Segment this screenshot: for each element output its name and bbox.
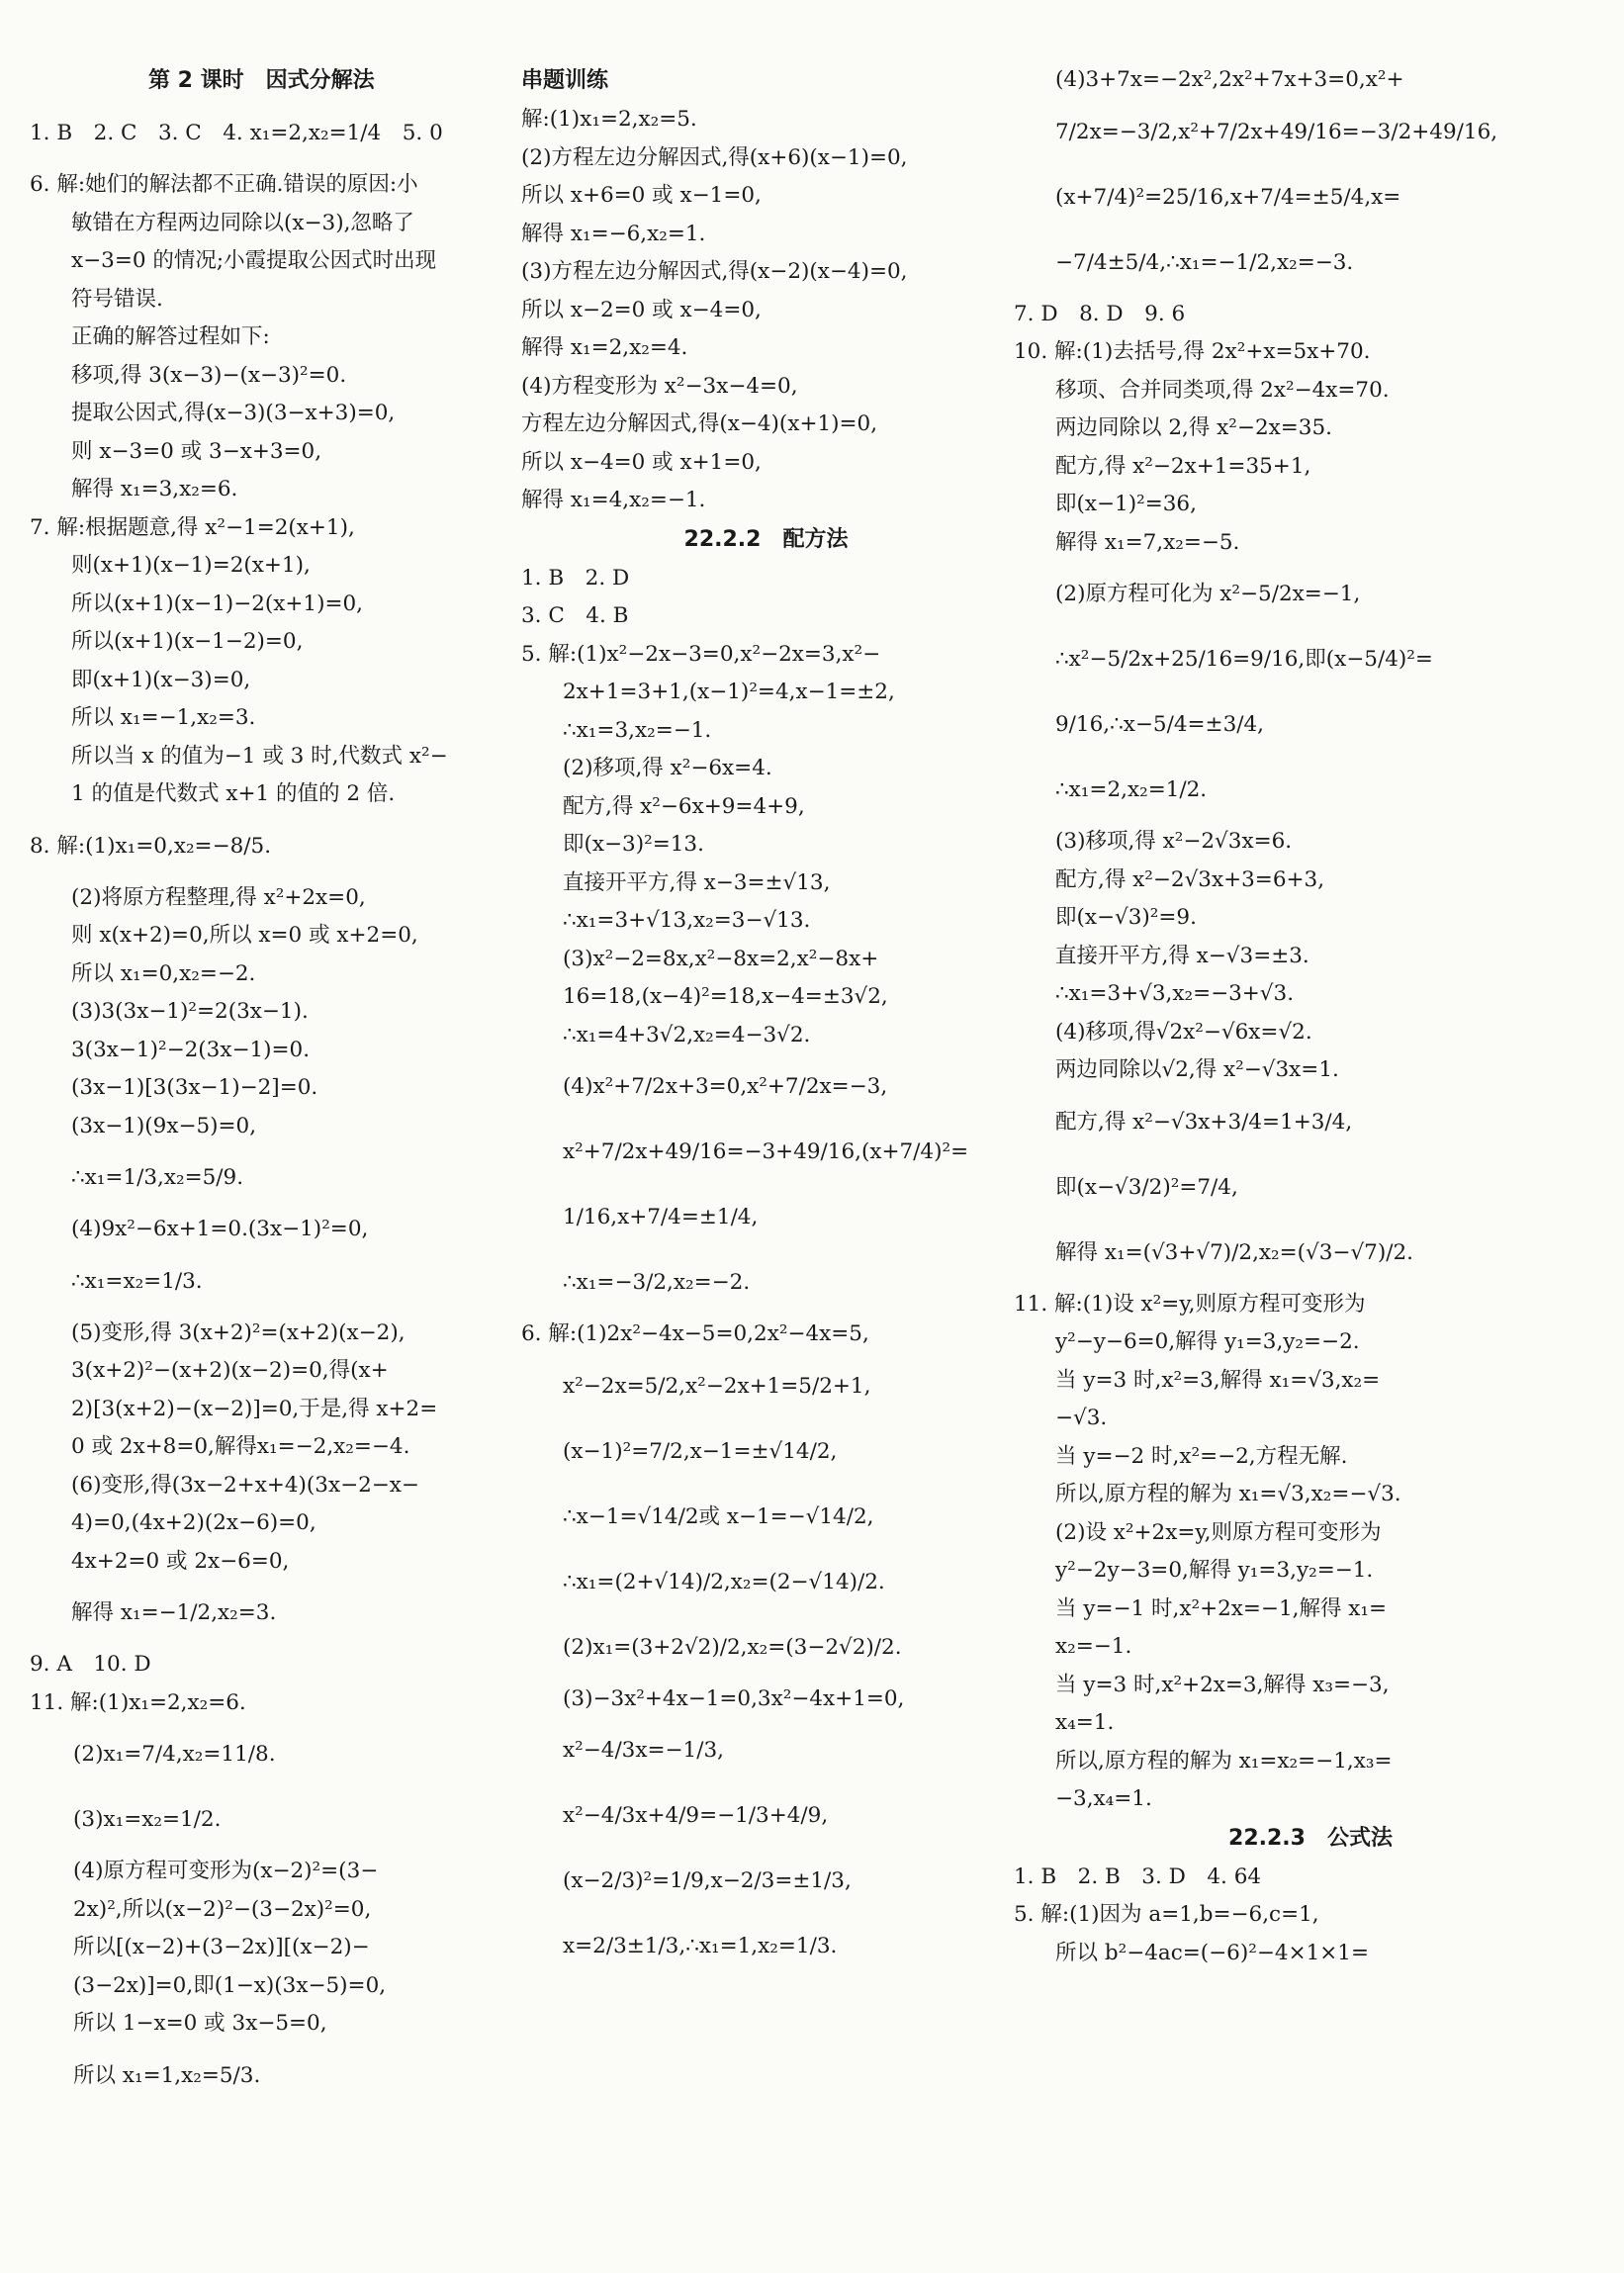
answer-line: (3)x²−2=8x,x²−8x=2,x²−8x+: [563, 946, 879, 971]
answer-line: 3(3x−1)²−2(3x−1)=0.: [71, 1037, 311, 1062]
answer-line: (3)移项,得 x²−2√3x=6.: [1055, 829, 1293, 854]
answer-line: (4)x²+7/2x+3=0,x²+7/2x=−3,: [563, 1074, 888, 1099]
answer-line: 解得 x₁=(√3+√7)/2,x₂=(√3−√7)/2.: [1055, 1239, 1413, 1265]
answer-line: 5. 解:(1)x²−2x−3=0,x²−2x=3,x²−: [521, 641, 881, 667]
answer-line: (6)变形,得(3x−2+x+4)(3x−2−x−: [71, 1472, 419, 1498]
answer-line: 直接开平方,得 x−√3=±3.: [1055, 943, 1309, 968]
answer-line: 当 y=3 时,x²+2x=3,解得 x₃=−3,: [1055, 1672, 1390, 1697]
answer-line: 11. 解:(1)设 x²=y,则原方程可变形为: [1014, 1291, 1366, 1317]
answer-line: 2)[3(x+2)−(x−2)]=0,于是,得 x+2=: [71, 1396, 438, 1421]
answer-line: 移项、合并同类项,得 2x²−4x=70.: [1055, 377, 1390, 403]
answer-line: 所以 x−4=0 或 x+1=0,: [521, 449, 762, 475]
answer-line: x₂=−1.: [1055, 1634, 1132, 1659]
answer-line: x²+7/2x+49/16=−3+49/16,(x+7/4)²=: [563, 1139, 969, 1164]
answer-line: ∴x₁=x₂=1/3.: [71, 1268, 203, 1294]
answer-line: 即(x−√3)²=9.: [1055, 905, 1197, 930]
answer-line: 11. 解:(1)x₁=2,x₂=6.: [30, 1689, 246, 1715]
answer-line: 移项,得 3(x−3)−(x−3)²=0.: [71, 362, 347, 388]
col2-lines-b: [521, 560, 1011, 1980]
answer-line: 8. 解:(1)x₁=0,x₂=−8/5.: [30, 833, 272, 859]
answer-line: 配方,得 x²−√3x+3/4=1+3/4,: [1055, 1109, 1353, 1135]
answer-line: 所以(x+1)(x−1−2)=0,: [71, 629, 304, 654]
answer-line: (2)设 x²+2x=y,则原方程可变形为: [1055, 1519, 1382, 1545]
answer-line: x²−2x=5/2,x²−2x+1=5/2+1,: [563, 1373, 871, 1399]
answer-line: 方程左边分解因式,得(x−4)(x+1)=0,: [521, 411, 878, 436]
answer-line: 1. B 2. C 3. C 4. x₁=2,x₂=1/4 5. 0: [30, 121, 443, 145]
answer-line: 解得 x₁=3,x₂=6.: [71, 477, 238, 501]
answer-line: 解得 x₁=−6,x₂=1.: [521, 221, 706, 246]
answer-line: 即(x−3)²=13.: [563, 832, 704, 857]
answer-line: (2)移项,得 x²−6x=4.: [563, 756, 772, 780]
section-heading-formula: 22.2.3 公式法: [1228, 1825, 1393, 1851]
col2-lines-a: [521, 101, 1011, 520]
answer-line: (x+7/4)²=25/16,x+7/4=±5/4,x=: [1055, 184, 1401, 210]
answer-line: 0 或 2x+8=0,解得x₁=−2,x₂=−4.: [71, 1434, 410, 1459]
column-middle: [521, 61, 1011, 1979]
section-heading-factorization: 第 2 课时 因式分解法: [148, 68, 375, 93]
answer-line: 所以 x+6=0 或 x−1=0,: [521, 183, 762, 208]
answer-line: 所以,原方程的解为 x₁=x₂=−1,x₃=: [1055, 1748, 1393, 1773]
column-left: [30, 61, 514, 2109]
answer-line: x²−4/3x+4/9=−1/3+4/9,: [563, 1803, 829, 1828]
answer-line: 所以 x₁=0,x₂=−2.: [71, 960, 256, 986]
answer-line: 即(x−1)²=36,: [1055, 492, 1197, 516]
answer-line: 所以 b²−4ac=(−6)²−4×1×1=: [1055, 1940, 1369, 1965]
answer-line: (4)移项,得√2x²−√6x=√2.: [1055, 1019, 1312, 1045]
answer-line: y²−y−6=0,解得 y₁=3,y₂=−2.: [1055, 1329, 1360, 1354]
answer-line: ∴x₁=4+3√2,x₂=4−3√2.: [563, 1022, 811, 1047]
answer-line: 9. A 10. D: [30, 1652, 151, 1677]
answer-line: 配方,得 x²−2√3x+3=6+3,: [1055, 866, 1325, 892]
answer-line: 当 y=−2 时,x²=−2,方程无解.: [1055, 1443, 1348, 1469]
answer-line: 两边同除以 2,得 x²−2x=35.: [1055, 415, 1332, 440]
answer-line: 所以(x+1)(x−1)−2(x+1)=0,: [71, 591, 364, 616]
answer-line: 3(x+2)²−(x+2)(x−2)=0,得(x+: [71, 1358, 389, 1383]
answer-line: 4x+2=0 或 2x−6=0,: [71, 1548, 290, 1574]
answer-line: (2)原方程可化为 x²−5/2x=−1,: [1055, 582, 1361, 606]
answer-line: 2x)²,所以(x−2)²−(3−2x)²=0,: [73, 1896, 372, 1922]
answer-line: 配方,得 x²−6x+9=4+9,: [563, 793, 805, 819]
answer-line: 所以,原方程的解为 x₁=√3,x₂=−√3.: [1055, 1482, 1401, 1506]
answer-line: 2x+1=3+1,(x−1)²=4,x−1=±2,: [563, 680, 895, 704]
answer-line: (2)将原方程整理,得 x²+2x=0,: [71, 884, 366, 910]
answer-line: (3x−1)[3(3x−1)−2]=0.: [71, 1075, 318, 1100]
answer-line: (x−2/3)²=1/9,x−2/3=±1/3,: [563, 1868, 852, 1893]
answer-line: (2)x₁=7/4,x₂=11/8.: [73, 1742, 276, 1767]
section-heading-practice: 串题训练: [521, 68, 609, 93]
answer-line: y²−2y−3=0,解得 y₁=3,y₂=−1.: [1055, 1558, 1374, 1583]
answer-line: 符号错误.: [71, 286, 163, 312]
answer-line: 7. 解:根据题意,得 x²−1=2(x+1),: [30, 514, 355, 540]
answer-line: 6. 解:她们的解法都不正确.错误的原因:小: [30, 172, 418, 197]
answer-line: (3)−3x²+4x−1=0,3x²−4x+1=0,: [563, 1685, 905, 1711]
answer-line: (3)3(3x−1)²=2(3x−1).: [71, 999, 309, 1024]
answer-line: x=2/3±1/3,∴x₁=1,x₂=1/3.: [563, 1934, 838, 1958]
answer-line: ∴x₁=3+√13,x₂=3−√13.: [563, 908, 811, 933]
answer-line: 即(x−√3/2)²=7/4,: [1055, 1174, 1238, 1200]
answer-line: 所以 x₁=1,x₂=5/3.: [73, 2062, 261, 2088]
answer-line: 1/16,x+7/4=±1/4,: [563, 1205, 759, 1229]
answer-line: 6. 解:(1)2x²−4x−5=0,2x²−4x=5,: [521, 1321, 869, 1346]
answer-line: 所以当 x 的值为−1 或 3 时,代数式 x²−: [71, 743, 448, 769]
col3-lines-a: [1014, 61, 1607, 1819]
answer-line: x₄=1.: [1055, 1710, 1115, 1735]
answer-line: −3,x₄=1.: [1055, 1786, 1152, 1811]
answer-line: 9/16,∴x−5/4=±3/4,: [1055, 712, 1265, 737]
answer-line: (3)方程左边分解因式,得(x−2)(x−4)=0,: [521, 259, 908, 284]
answer-line: 所以[(x−2)+(3−2x)][(x−2)−: [73, 1935, 370, 1959]
answer-line: (2)x₁=(3+2√2)/2,x₂=(3−2√2)/2.: [563, 1634, 902, 1660]
answer-line: 则 x(x+2)=0,所以 x=0 或 x+2=0,: [71, 923, 418, 948]
answer-line: (4)原方程可变形为(x−2)²=(3−: [73, 1859, 379, 1883]
answer-line: (3)x₁=x₂=1/2.: [73, 1807, 222, 1832]
answer-line: 所以 x−2=0 或 x−4=0,: [521, 297, 762, 322]
answer-line: 解得 x₁=2,x₂=4.: [521, 335, 688, 360]
answer-line: 1 的值是代数式 x+1 的值的 2 倍.: [71, 781, 396, 806]
answer-line: −7/4±5/4,∴x₁=−1/2,x₂=−3.: [1055, 249, 1354, 275]
answer-line: 7/2x=−3/2,x²+7/2x+49/16=−3/2+49/16,: [1055, 119, 1498, 144]
answer-line: −√3.: [1055, 1406, 1108, 1430]
answer-line: (4)9x²−6x+1=0.(3x−1)²=0,: [71, 1217, 369, 1241]
answer-line: ∴x₁=3,x₂=−1.: [563, 717, 712, 743]
answer-line: (4)3+7x=−2x²,2x²+7x+3=0,x²+: [1055, 67, 1404, 92]
answer-line: (4)方程变形为 x²−3x−4=0,: [521, 373, 798, 399]
answer-line: 则(x+1)(x−1)=2(x+1),: [71, 553, 311, 578]
answer-line: 3. C 4. B: [521, 603, 629, 628]
answer-line: 当 y=3 时,x²=3,解得 x₁=√3,x₂=: [1055, 1367, 1381, 1393]
answer-line: (5)变形,得 3(x+2)²=(x+2)(x−2),: [71, 1319, 406, 1345]
answer-line: 4)=0,(4x+2)(2x−6)=0,: [71, 1510, 316, 1535]
answer-line: 解:(1)x₁=2,x₂=5.: [521, 107, 697, 132]
answer-line: ∴x₁=2,x₂=1/2.: [1055, 777, 1208, 802]
answer-line: 即(x+1)(x−3)=0,: [71, 667, 251, 692]
answer-line: 敏错在方程两边同除以(x−3),忽略了: [71, 210, 414, 235]
answer-line: (3x−1)(9x−5)=0,: [71, 1113, 257, 1138]
answer-line: 直接开平方,得 x−3=±√13,: [563, 869, 831, 895]
answer-line: 5. 解:(1)因为 a=1,b=−6,c=1,: [1014, 1902, 1319, 1927]
answer-line: 10. 解:(1)去括号,得 2x²+x=5x+70.: [1014, 339, 1371, 364]
column-right: [1014, 61, 1607, 1972]
answer-line: (2)方程左边分解因式,得(x+6)(x−1)=0,: [521, 144, 908, 170]
answer-line: 解得 x₁=7,x₂=−5.: [1055, 529, 1240, 555]
answer-line: 解得 x₁=−1/2,x₂=3.: [71, 1600, 277, 1625]
answer-line: (x−1)²=7/2,x−1=±√14/2,: [563, 1438, 838, 1464]
answer-line: ∴x²−5/2x+25/16=9/16,即(x−5/4)²=: [1055, 647, 1433, 672]
answer-line: (3−2x)]=0,即(1−x)(3x−5)=0,: [73, 1972, 387, 1998]
answer-line: x²−4/3x=−1/3,: [563, 1738, 724, 1763]
answer-line: 1. B 2. D: [521, 565, 630, 591]
answer-line: 解得 x₁=4,x₂=−1.: [521, 488, 706, 512]
answer-line: 正确的解答过程如下:: [71, 324, 270, 349]
answer-line: ∴x₁=3+√3,x₂=−3+√3.: [1055, 981, 1295, 1006]
answer-line: ∴x₁=−3/2,x₂=−2.: [563, 1270, 751, 1295]
answer-line: 16=18,(x−4)²=18,x−4=±3√2,: [563, 984, 888, 1009]
answer-line: 提取公因式,得(x−3)(3−x+3)=0,: [71, 401, 396, 425]
answer-line: 1. B 2. B 3. D 4. 64: [1014, 1864, 1262, 1889]
section-heading-completing-square: 22.2.2 配方法: [683, 526, 849, 552]
col3-lines-b: [1014, 1859, 1607, 1973]
answer-line: ∴x−1=√14/2或 x−1=−√14/2,: [563, 1503, 874, 1529]
answer-line: 所以 1−x=0 或 3x−5=0,: [73, 2011, 327, 2036]
answer-line: 则 x−3=0 或 3−x+3=0,: [71, 438, 322, 464]
answer-line: 7. D 8. D 9. 6: [1014, 301, 1186, 326]
col1-lines: [30, 101, 514, 2109]
answer-line: 所以 x₁=−1,x₂=3.: [71, 705, 256, 730]
answer-line: x−3=0 的情况;小霞提取公因式时出现: [71, 248, 437, 273]
answer-line: 两边同除以√2,得 x²−√3x=1.: [1055, 1057, 1339, 1082]
answer-line: ∴x₁=1/3,x₂=5/9.: [71, 1165, 244, 1190]
answer-line: 当 y=−1 时,x²+2x=−1,解得 x₁=: [1055, 1595, 1388, 1621]
answer-line: 配方,得 x²−2x+1=35+1,: [1055, 453, 1311, 479]
answer-line: ∴x₁=(2+√14)/2,x₂=(2−√14)/2.: [563, 1569, 885, 1594]
